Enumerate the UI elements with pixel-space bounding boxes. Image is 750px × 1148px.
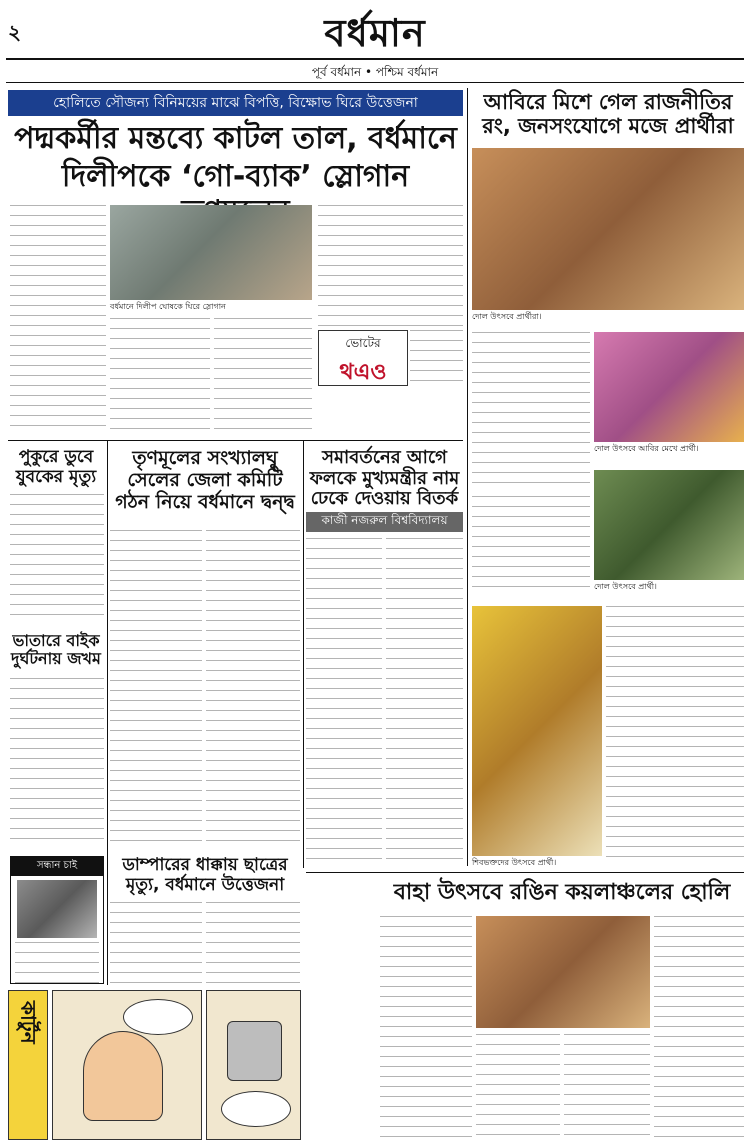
missing-notice — [10, 856, 104, 984]
holi-photo-caption: দোল উৎসবে প্রার্থীরা। — [472, 312, 542, 321]
tmc-cell-headline: তৃণমূলের সংখ্যালঘু সেলের জেলা কমিটি গঠন নিয়ে বর্ধমানে দ্বন্দ্ব — [115, 447, 295, 513]
main-headline-line1: পদ্মকর্মীর মন্তব্যে কাটল তাল, বর্ধমানে — [14, 121, 457, 156]
right-headline: আবিরে মিশে গেল রাজনীতির রং, জনসংযোগে মজে প্রার্থীরা — [482, 90, 734, 139]
article-column — [214, 318, 312, 435]
baha-photo — [476, 916, 650, 1028]
speech-bubble — [123, 999, 193, 1035]
missing-notice-text — [15, 942, 99, 990]
baha-headline: বাহা উৎসবে রঙিন কয়লাঞ্চলের হোলি — [393, 880, 731, 905]
article-column — [564, 1034, 650, 1141]
article-column — [10, 205, 106, 270]
speech-bubble — [221, 1091, 291, 1127]
column-rule — [303, 440, 304, 868]
convocation-headline: সমাবর্তনের আগে ফলকে মুখ্যমন্ত্রীর নাম ঢেকে দেওয়ায় বিতর্ক — [309, 447, 460, 510]
article-column — [410, 330, 463, 386]
university-label: কাজী নজরুল বিশ্ববিদ্যালয় — [306, 512, 463, 532]
article-column — [306, 538, 382, 868]
missing-notice-title: সন্ধান চাই — [11, 857, 103, 876]
election-badge — [318, 330, 408, 386]
bike-accident-headline: ভাতারে বাইক দুর্ঘটনায় জখম — [11, 631, 101, 669]
story-kicker: হোলিতে সৌজন্য বিনিময়ের মাঝে বিপত্তি, বিক্ষোভ ঘিরে উত্তেজনা — [8, 90, 463, 116]
edition-label: পূর্ব বর্ধমান • পশ্চিম বর্ধমান — [311, 65, 439, 79]
article-column — [206, 530, 300, 850]
article-column — [472, 332, 590, 492]
article-column — [110, 318, 210, 435]
protest-photo — [110, 205, 312, 300]
missing-person-photo — [17, 880, 97, 938]
candidate-photo-caption: দোল উৎসবে প্রার্থী। — [594, 582, 657, 591]
candidate-photo — [594, 470, 744, 580]
article-column — [10, 494, 104, 624]
pond-headline: পুকুরে ডুবে যুবকের মৃত্যু — [15, 447, 97, 487]
article-column — [110, 530, 202, 850]
article-column — [380, 916, 472, 1141]
cartoon-panel-1 — [52, 990, 202, 1140]
article-column — [386, 538, 463, 868]
edition-rule — [6, 82, 744, 83]
column-rule — [107, 440, 108, 985]
masthead-title: বর্ধমান — [324, 10, 426, 55]
article-column — [476, 1034, 560, 1141]
cartoon-character — [83, 1031, 163, 1121]
abir-photo-caption: দোল উৎসবে আবির মেখে প্রার্থী। — [594, 444, 699, 453]
section-rule — [8, 440, 463, 441]
masthead-rule — [6, 58, 744, 60]
article-column — [318, 205, 463, 330]
cartoon-panel-2 — [206, 990, 301, 1140]
holi-candidates-photo — [472, 148, 744, 310]
cartoon-robot — [227, 1021, 282, 1081]
badge-top-text: ভোটের — [345, 336, 381, 350]
abir-photo — [594, 332, 744, 442]
badge-bottom-text: থএও — [339, 360, 387, 385]
cartoon-label-panel — [8, 990, 48, 1140]
main-headline-line2: দিলীপকে ‘গো-ব্যাক’ স্লোগান — [61, 159, 410, 194]
dumper-headline: ডাম্পারের ধাক্কায় ছাত্রের মৃত্যু, বর্ধমানে উত্তেজনা — [122, 855, 288, 895]
article-column — [472, 496, 590, 596]
cartoon-side-label: কার্টুন — [16, 1001, 41, 1044]
devotee-photo — [472, 606, 602, 856]
protest-photo-caption: বর্ধমানে দিলীপ ঘোষকে ঘিরে স্লোগান — [110, 302, 226, 311]
article-column — [10, 678, 104, 848]
column-rule — [467, 88, 468, 866]
article-column — [206, 902, 300, 984]
devotee-photo-caption: শিবভক্তদের উৎসবে প্রার্থী। — [472, 858, 557, 867]
article-column — [606, 606, 744, 864]
article-column — [110, 902, 202, 984]
article-column — [654, 916, 744, 1141]
page-number: ২ — [8, 20, 22, 44]
article-column — [10, 275, 106, 435]
section-rule — [306, 872, 744, 873]
